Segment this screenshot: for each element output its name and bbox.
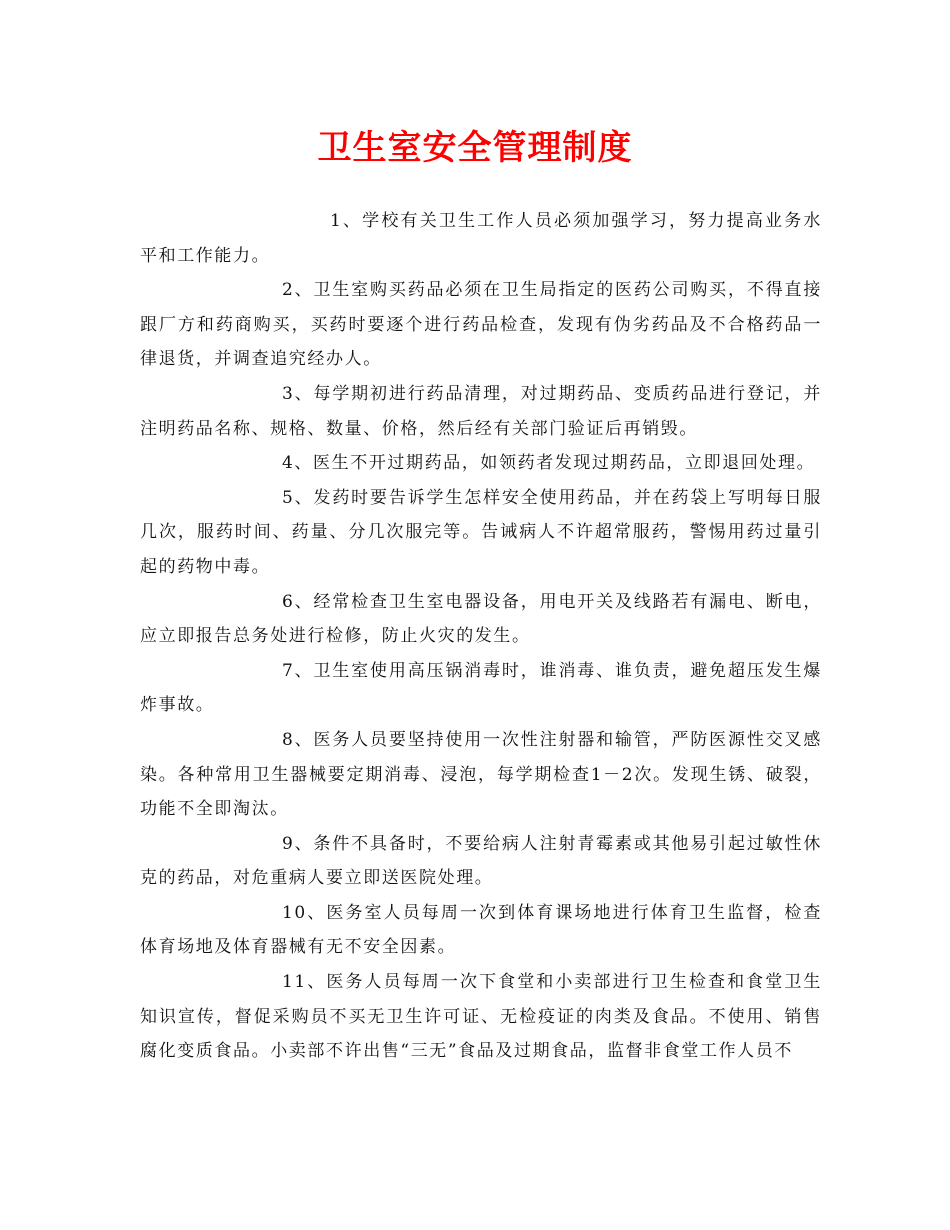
paragraph-8: 8、医务人员要坚持使用一次性注射器和输管，严防医源性交叉感染。各种常用卫生器械要定期消毒、浸泡，每学期检查1－2次。发现生锈、破裂，功能不全即淘汰。 [140,729,822,820]
paragraph-3: 3、每学期初进行药品清理，对过期药品、变质药品进行登记，并注明药品名称、规格、数量、价格，然后经有关部门验证后再销毁。 [140,383,822,439]
paragraph-10: 10、医务室人员每周一次到体育课场地进行体育卫生监督，检查体育场地及体育器械有无不安全因素。 [140,902,822,958]
paragraph-9: 9、条件不具备时，不要给病人注射青霉素或其他易引起过敏性休克的药品，对危重病人要立即送医院处理。 [140,833,822,889]
paragraph-2: 2、卫生室购买药品必须在卫生局指定的医药公司购买，不得直接跟厂方和药商购买，买药时要逐个进行药品检查，发现有伪劣药品及不合格药品一律退货，并调查追究经办人。 [140,280,822,370]
paragraph-11: 11、医务人员每周一次下食堂和小卖部进行卫生检查和食堂卫生知识宣传，督促采购员不买无卫生许可证、无检疫证的肉类及食品。不使用、销售腐化变质食品。小卖部不许出售“三无”食品及过期食品，监督非食堂工作人员不 [140,972,822,1062]
document-body [140,204,822,1069]
paragraph-5: 5、发药时要告诉学生怎样安全使用药品，并在药袋上写明每日服几次，服药时间、药量、分几次服完等。告诫病人不许超常服药，警惕用药过量引起的药物中毒。 [140,487,822,577]
paragraph-4: 4、医生不开过期药品，如领药者发现过期药品，立即退回处理。 [282,453,816,474]
paragraph-6: 6、经常检查卫生室电器设备，用电开关及线路若有漏电、断电，应立即报告总务处进行检修，防止火灾的发生。 [140,591,822,647]
document-title: 卫生室安全管理制度 [317,128,633,168]
paragraph-7: 7、卫生室使用高压锅消毒时，谁消毒、谁负责，避免超压发生爆炸事故。 [140,660,822,716]
paragraph-1: 1、学校有关卫生工作人员必须加强学习，努力提高业务水平和工作能力。 [140,211,822,266]
